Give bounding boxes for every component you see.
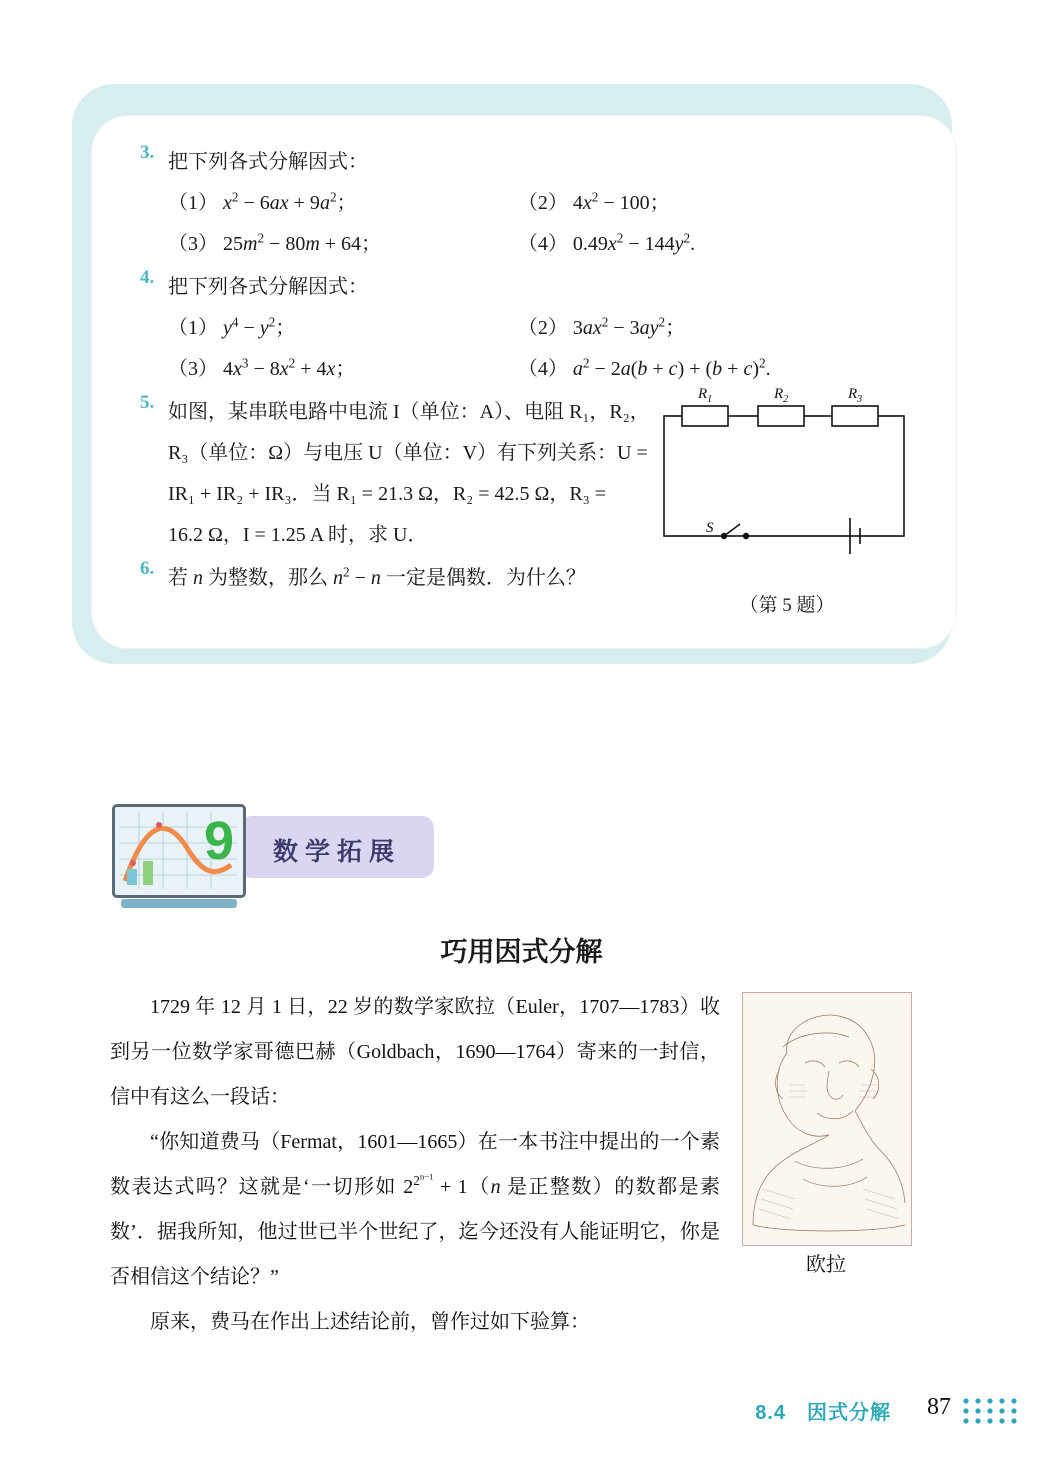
exercise-line: 如图，某串联电路中电流 I（单位：A）、电阻 R₁，R₂， — [168, 401, 650, 423]
subitem: （3） $4x^3 - 8x^2 + 4x$； — [168, 355, 356, 380]
exercise-number: 4. — [140, 267, 155, 288]
exercise-number: 3. — [140, 142, 155, 163]
extension-body — [110, 985, 720, 1345]
paragraph-3: 原来，费马在作出上述结论前，曾作过如下验算： — [150, 1311, 590, 1333]
subitem: （4） $a^2 - 2a(b + c) + (b + c)^2$. — [517, 355, 771, 380]
resistor-label-r3: $R_3$ — [848, 386, 863, 405]
footer-section: 8.4 因式分解 — [755, 1402, 891, 1424]
decorative-dots — [961, 1396, 1023, 1426]
exercise-subitem-row — [168, 349, 926, 390]
figure-caption: （第 5 题） — [739, 595, 835, 616]
exercise-3 — [122, 142, 926, 265]
portrait-caption: 欧拉 — [806, 1254, 846, 1276]
exercise-prompt: 把下列各式分解因式： — [168, 276, 368, 298]
exercise-6 — [122, 558, 926, 599]
exercise-subitem-row — [168, 224, 926, 265]
exercise-line: IR₁ + IR₂ + IR₃．当 R₁ = 21.3 Ω，R₂ = 42.5 Ω，R₃ = — [168, 483, 606, 505]
paragraph-1: 1729 年 12 月 1 日，22 岁的数学家欧拉（Euler，1707—1783）收到另一位数学家哥德巴赫（Goldbach，1690—1764）寄来的一封信，信中有这么一段话： — [110, 996, 720, 1108]
extension-banner — [112, 800, 432, 910]
subitem: （1） $x^2 - 6ax + 9a^2$； — [168, 189, 357, 214]
exercise-line: 16.2 Ω，I = 1.25 A 时，求 U． — [168, 524, 428, 546]
page-footer — [0, 1396, 1043, 1430]
exercise-subitem-row — [168, 308, 926, 349]
subitem: （2） $3ax^2 - 3ay^2$； — [517, 314, 686, 339]
exercise-number: 6. — [140, 558, 155, 579]
subitem: （2） $4x^2 - 100$； — [517, 189, 670, 214]
resistor-label-r2: $R_2$ — [774, 386, 789, 405]
exercise-4 — [122, 267, 926, 390]
screen-stand — [121, 899, 237, 908]
switch-label: S — [706, 520, 714, 536]
extension-number: 9 — [204, 811, 235, 871]
exercise-body — [168, 392, 728, 556]
subitem: （3） $25m^2 - 80m + 64$； — [168, 230, 382, 255]
subitem: （1） $y^4 - y^2$； — [168, 314, 296, 339]
euler-portrait — [742, 992, 912, 1246]
extension-badge-label: 数学拓展 — [272, 838, 401, 866]
exercise-number: 5. — [140, 392, 155, 413]
subitem: （4） $0.49x^2 - 144y^2$. — [517, 230, 696, 255]
resistor-label-r1: $R_1$ — [698, 386, 713, 405]
extension-badge — [240, 816, 434, 878]
exercise-card — [92, 116, 956, 648]
exercise-prompt: 把下列各式分解因式： — [168, 151, 368, 173]
extension-title: 巧用因式分解 — [440, 937, 603, 967]
exercise-subitem-row — [168, 183, 926, 224]
page-number: 87 — [927, 1394, 951, 1420]
exercise-prompt: 若 n 为整数，那么 $n^2 - n$ 一定是偶数．为什么？ — [168, 564, 586, 589]
exercise-line: R₃（单位：Ω）与电压 U（单位：V）有下列关系：U = — [168, 442, 648, 464]
paragraph-2: “你知道费马（Fermat，1601—1665）在一本书注中提出的一个素数表达式吗？这就是‘一切形如 $2^{2^{n-1}} + 1(n$ 是正整数）的数都是素数’．据我所知，他过世已半个世纪了，迄今还没有人能证明它，你是否相信这个结论？” — [110, 1131, 721, 1288]
